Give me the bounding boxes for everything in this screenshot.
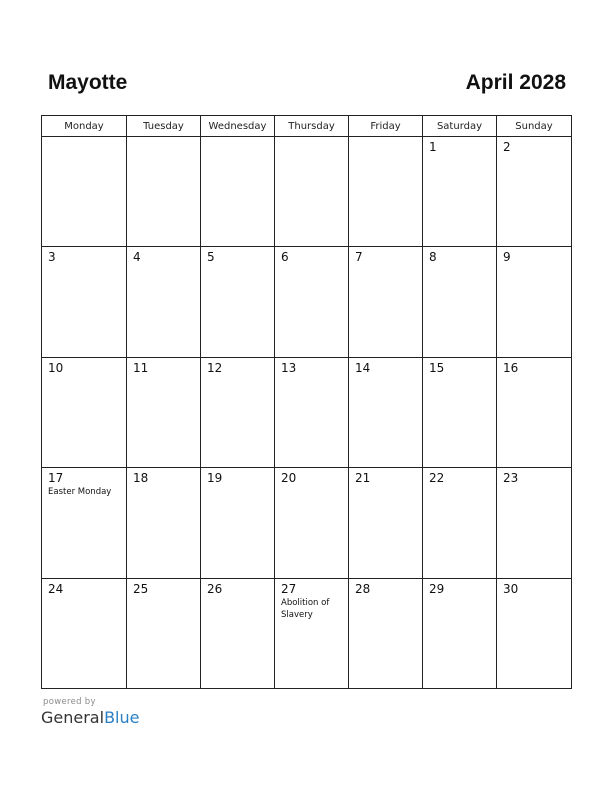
week-row	[42, 247, 572, 357]
weekday-tuesday: Tuesday	[127, 116, 201, 137]
day-cell	[42, 357, 127, 467]
day-cell	[497, 468, 572, 578]
brand-blue-text: Blue	[104, 708, 140, 727]
day-number: 22	[429, 471, 445, 486]
day-number: 15	[429, 360, 445, 375]
day-cell	[497, 247, 572, 357]
day-number: 21	[355, 471, 371, 486]
day-cell	[127, 357, 201, 467]
weekday-thursday: Thursday	[275, 116, 349, 137]
day-number: 6	[281, 250, 289, 265]
day-number: 12	[207, 360, 223, 375]
day-number: 10	[48, 360, 64, 375]
holiday-label: Abolition of Slavery	[281, 597, 330, 620]
day-number: 25	[133, 581, 149, 596]
day-cell	[423, 468, 497, 578]
day-cell	[349, 247, 423, 357]
day-number: 26	[207, 581, 223, 596]
week-row	[42, 578, 572, 688]
day-cell	[42, 468, 127, 578]
brand-general-text: General	[41, 708, 105, 727]
region-title: Mayotte	[48, 71, 128, 94]
weekday-saturday: Saturday	[423, 116, 497, 137]
weekday-header-row	[42, 116, 572, 137]
day-number: 4	[133, 250, 141, 265]
month-year-title: April 2028	[465, 71, 566, 94]
calendar-grid	[41, 115, 572, 689]
day-cell	[423, 247, 497, 357]
week-row	[42, 357, 572, 467]
day-number: 17	[48, 471, 64, 486]
weekday-friday: Friday	[349, 116, 423, 137]
day-number: 30	[503, 581, 519, 596]
day-number: 18	[133, 471, 149, 486]
generalblue-logo	[41, 708, 139, 727]
day-number: 1	[429, 140, 437, 154]
day-cell	[127, 468, 201, 578]
day-number: 14	[355, 360, 371, 375]
day-number: 23	[503, 471, 519, 486]
day-number: 2	[503, 140, 511, 154]
day-cell	[349, 578, 423, 688]
day-number: 29	[429, 581, 445, 596]
day-number: 24	[48, 581, 64, 596]
day-number: 8	[429, 250, 437, 265]
day-cell	[349, 468, 423, 578]
day-number: 7	[355, 250, 363, 265]
day-cell	[423, 137, 497, 247]
day-number: 11	[133, 360, 149, 375]
powered-by-label: powered by	[43, 697, 96, 707]
day-number: 27	[281, 581, 297, 596]
day-number	[201, 137, 274, 154]
day-number: 13	[281, 360, 297, 375]
day-number: 5	[207, 250, 215, 265]
day-cell	[349, 357, 423, 467]
day-number	[42, 137, 126, 154]
day-number	[275, 137, 348, 154]
day-number: 3	[48, 250, 56, 265]
empty-day-cell	[42, 137, 127, 247]
day-number: 19	[207, 471, 223, 486]
day-cell	[275, 578, 349, 688]
holiday-label: Easter Monday	[48, 487, 112, 498]
weekday-sunday: Sunday	[497, 116, 572, 137]
empty-day-cell	[349, 137, 423, 247]
week-row	[42, 137, 572, 247]
empty-day-cell	[275, 137, 349, 247]
weekday-wednesday: Wednesday	[201, 116, 275, 137]
day-cell	[201, 247, 275, 357]
day-cell	[275, 468, 349, 578]
day-cell	[42, 578, 127, 688]
day-cell	[127, 578, 201, 688]
weekday-monday: Monday	[42, 116, 127, 137]
day-number: 9	[503, 250, 511, 265]
day-cell	[497, 578, 572, 688]
day-cell	[275, 247, 349, 357]
day-cell	[42, 247, 127, 357]
day-cell	[497, 357, 572, 467]
day-number	[127, 137, 200, 154]
day-cell	[275, 357, 349, 467]
day-cell	[201, 578, 275, 688]
day-cell	[423, 578, 497, 688]
week-row	[42, 468, 572, 578]
day-number: 28	[355, 581, 371, 596]
calendar-body	[42, 137, 572, 689]
empty-day-cell	[127, 137, 201, 247]
day-cell	[423, 357, 497, 467]
empty-day-cell	[201, 137, 275, 247]
day-cell	[497, 137, 572, 247]
day-cell	[201, 468, 275, 578]
day-cell	[127, 247, 201, 357]
day-cell	[201, 357, 275, 467]
day-number	[349, 137, 422, 154]
day-number: 16	[503, 360, 519, 375]
day-number: 20	[281, 471, 297, 486]
